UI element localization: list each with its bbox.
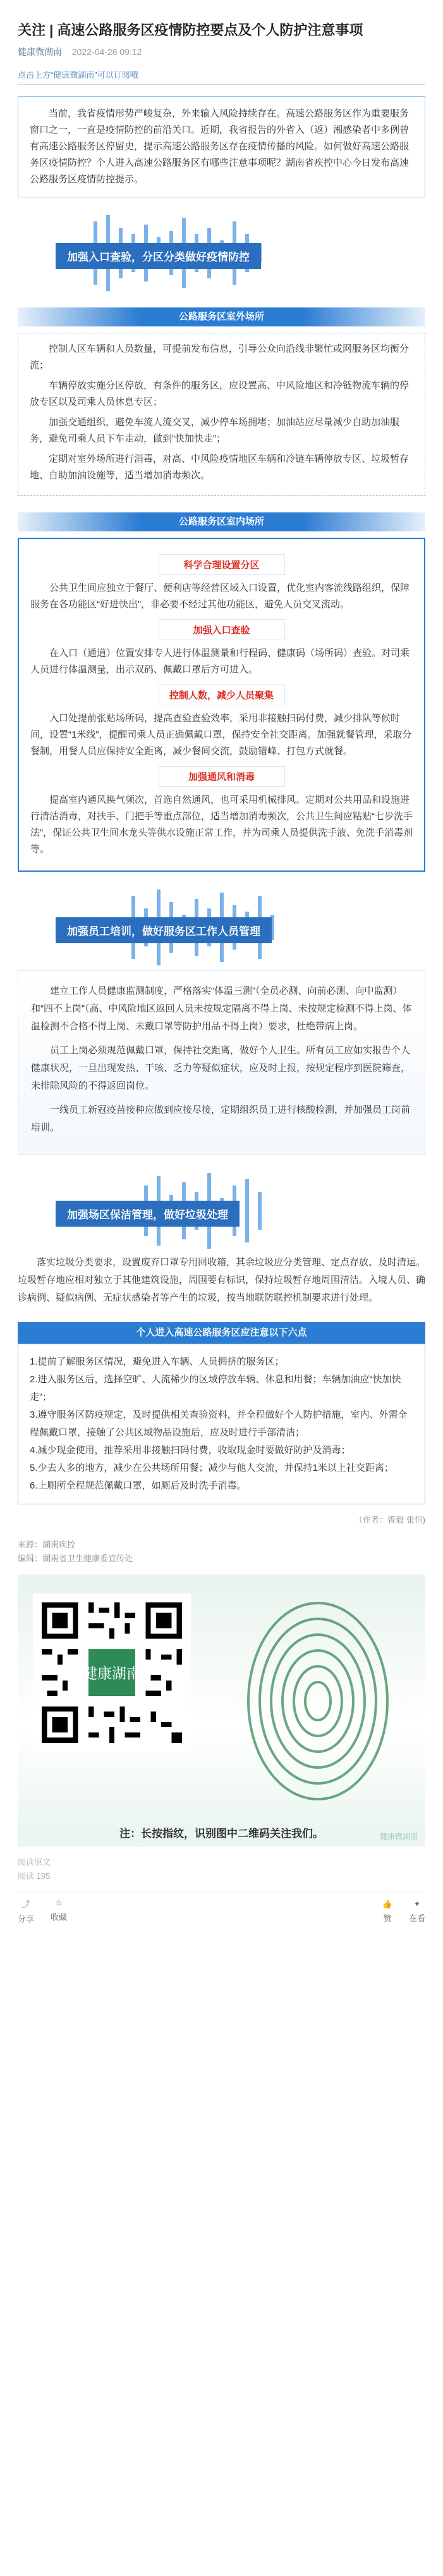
share-label: 分享 bbox=[18, 1914, 35, 1924]
staff-para: 建立工作人员健康监测制度，严格落实“体温三测”（全员必测、向前必测、向中监测）和“四不上岗”（高、中风险地区返回人员未按规定隔离不得上岗、未按规定检测不得上岗、体温检测不合格不得上岗、未戴口罩等防护用品不得上岗）要求，杜绝带病上岗。 bbox=[31, 986, 412, 1032]
indoor-item-title: 加强入口查验 bbox=[159, 619, 285, 640]
six-point-item: 2.进入服务区后，选择空旷、人流稀少的区域停放车辆、休息和用餐；车辆加油应“快加快走”； bbox=[30, 1374, 401, 1403]
banner-label-1: 加强入口查验，分区分类做好疫情防控 bbox=[56, 243, 261, 269]
author-credit: （作者：曾毅 张恒) bbox=[355, 1515, 425, 1525]
wow-button[interactable] bbox=[409, 1899, 425, 1924]
staff-para: 员工上岗必须规范佩戴口罩，保持社交距离，做好个人卫生。所有员工应如实报告个人健康状况，一旦出现发热、干咳、乏力等疑似症状，应及时上报，按规定程序到医院筛查，未排除风险的不得返回岗位。 bbox=[31, 1045, 411, 1091]
fingerprint-icon[interactable] bbox=[223, 1587, 413, 1815]
qr-note: 注：长按指纹，识别图中二维码关注我们。 bbox=[119, 1828, 324, 1840]
favorite-label: 收藏 bbox=[51, 1912, 68, 1922]
qr-card bbox=[18, 1575, 425, 1847]
favorite-button[interactable] bbox=[51, 1898, 67, 1924]
share-button[interactable] bbox=[18, 1898, 34, 1924]
like-button[interactable] bbox=[382, 1899, 392, 1924]
six-point-item: 4.减少现金使用，推荐采用非接触扫码付费，收取现金时要做好防护及消毒； bbox=[30, 1445, 351, 1456]
account-name[interactable]: 健康微湖南 bbox=[18, 47, 62, 57]
cleaning-section bbox=[18, 1254, 425, 1307]
six-point-item: 5.少去人多的地方，减少在公共场所用餐；减少与他人交流，并保持1米以上社交距离； bbox=[30, 1463, 394, 1473]
wow-icon: ✦ bbox=[413, 1898, 421, 1909]
banner-label-3: 加强场区保洁管理，做好垃圾处理 bbox=[56, 1201, 240, 1227]
outdoor-para: 定期对室外场所进行消毒，对高、中风险疫情地区车辆和冷链车辆停放专区、垃圾暂存地、自助加油设施等，适当增加消毒频次。 bbox=[30, 454, 410, 481]
indoor-item-text: 入口处提前张贴场所码，提高查验查验效率，采用非接触扫码付费，减少排队等候时间，设置“1米线”，提醒司乘人员正确佩戴口罩，保持安全社交距离。加强就餐管理，采取分餐制，用餐人员应保持安全距离，减少餐间交流，鼓励错峰、打包方式就餐。 bbox=[30, 713, 412, 757]
outdoor-para: 控制人区车辆和人员数量，可提前发布信息，引导公众向沿线非繁忙或网服务区均衡分流； bbox=[30, 344, 410, 371]
read-count: 阅读 195 bbox=[18, 1871, 51, 1881]
banner-label-2: 加强员工培训，做好服务区工作人员管理 bbox=[56, 917, 272, 943]
star-icon: ☆ bbox=[55, 1898, 63, 1907]
editor-line: 编辑：湖南省卫生健康委宣传处 bbox=[18, 1554, 133, 1563]
read-more-link[interactable]: 阅读原文 bbox=[18, 1857, 51, 1867]
intro-box: 当前，我省疫情形势严峻复杂，外来输入风险持续存在。高速公路服务区作为重要服务窗口之一，一直是疫情防控的前沿关口。近期，我省报告的外省入（返）湘感染者中多例曾有高速公路服务区停留史，提示高速公路服务区存在疫情传播的风险。如何做好高速公路服务区疫情防控？个人进入高速公路服务区有哪些注意事项呢？湖南省疾控中心今日发布高速公路服务区疫情防控提示。 bbox=[18, 96, 425, 197]
indoor-box bbox=[18, 538, 425, 872]
watermark: 健康微湖南 bbox=[379, 1832, 418, 1841]
thumbs-up-icon: 👍 bbox=[382, 1898, 392, 1909]
indoor-item-title: 加强通风和消毒 bbox=[159, 766, 285, 787]
six-point-item: 1.提前了解服务区情况，避免进入车辆、人员拥挤的服务区； bbox=[30, 1356, 284, 1367]
qr-code-image[interactable] bbox=[33, 1594, 191, 1752]
source-line: 来源：湖南疾控 bbox=[18, 1540, 76, 1549]
subscribe-tip[interactable]: 点击上方“健康微湖南”可以订阅哦 bbox=[18, 68, 425, 85]
indoor-subhead: 公路服务区室内场所 bbox=[18, 512, 425, 531]
indoor-item-text: 公共卫生间应独立于餐厅、便利店等经营区域入口设置，优化室内客流线路组织，保障服务在各功能区“好进快出”，非必要不经过其他功能区，避免人员交叉流动。 bbox=[30, 583, 410, 610]
article-meta bbox=[0, 46, 443, 68]
section-banner-2 bbox=[18, 889, 425, 965]
six-points-list bbox=[18, 1344, 425, 1504]
outdoor-box bbox=[18, 333, 425, 496]
staff-para: 一线员工新冠疫苗接种应做到应接尽接，定期组织员工进行核酸检测，并加强员工岗前培训。 bbox=[31, 1105, 411, 1133]
indoor-item-text: 在入口（通道）位置安排专人进行体温测量和行程码、健康码（场所码）查验。对司乘人员进行体温测量，出示双码、佩戴口罩后方可进入。 bbox=[30, 648, 410, 675]
article-title: 关注 | 高速公路服务区疫情防控要点及个人防护注意事项 bbox=[18, 22, 363, 38]
outdoor-para: 加强交通组织，避免车流人流交叉，减少停车场拥堵；加油站应尽量减少自助加油服务，避免司乘人员下车走动，做到“快加快走”； bbox=[30, 417, 400, 444]
section-banner-1 bbox=[18, 215, 425, 291]
source-info bbox=[18, 1538, 425, 1566]
action-bar bbox=[18, 1891, 425, 1924]
wow-label: 在看 bbox=[408, 1913, 425, 1923]
six-points-title: 个人进入高速公路服务区应注意以下六点 bbox=[18, 1322, 425, 1344]
six-point-item: 6.上厕所全程规范佩戴口罩，如厕后及时洗手消毒。 bbox=[30, 1480, 246, 1491]
footer-info bbox=[18, 1855, 425, 1883]
six-point-item: 3.遵守服务区防疫规定，及时提供相关查验资料，并全程做好个人防护措施，室内、外需全程佩戴口罩，接触了公共区域物品设施后，应及时进行手部清洁； bbox=[30, 1409, 408, 1438]
like-label: 赞 bbox=[383, 1913, 392, 1923]
cleaning-para: 落实垃圾分类要求，设置废弃口罩专用回收箱，其余垃圾应分类管理、定点存放、及时清运。垃圾暂存地应相对独立于其他建筑设施，周围要有标识，保持垃圾暂存地周围清洁。入境人员、确诊病例、疑似病例、无症状感染者等产生的垃圾，按当地联防联控机制要求进行处理。 bbox=[18, 1257, 426, 1303]
outdoor-subhead: 公路服务区室外场所 bbox=[18, 307, 425, 326]
indoor-item-title: 科学合理设置分区 bbox=[159, 554, 285, 575]
publish-date: 2022-04-26 09:12 bbox=[71, 47, 142, 57]
qr-center-text: 健康湖南 bbox=[83, 1666, 141, 1683]
indoor-item-title: 控制人数，减少人员聚集 bbox=[159, 684, 285, 705]
section-banner-3 bbox=[18, 1173, 425, 1249]
share-icon: ⤴ bbox=[21, 1900, 30, 1909]
staff-box bbox=[18, 970, 425, 1155]
indoor-item-text: 提高室内通风换气频次，首选自然通风，也可采用机械排风。定期对公共用品和设施进行清洁消毒，对扶手、门把手等重点部位，适当增加消毒频次，公共卫生间应粘贴“七步洗手法”，保证公共卫生间水龙头等供水设施正常工作，并为司乘人员提供洗手液、免洗手消毒剂等。 bbox=[30, 795, 413, 855]
qr-code-icon bbox=[37, 1597, 187, 1748]
outdoor-para: 车辆停放实施分区停放，有条件的服务区，应设置高、中风险地区和冷链物流车辆的停放专区以及司乘人员休息专区； bbox=[30, 380, 410, 407]
